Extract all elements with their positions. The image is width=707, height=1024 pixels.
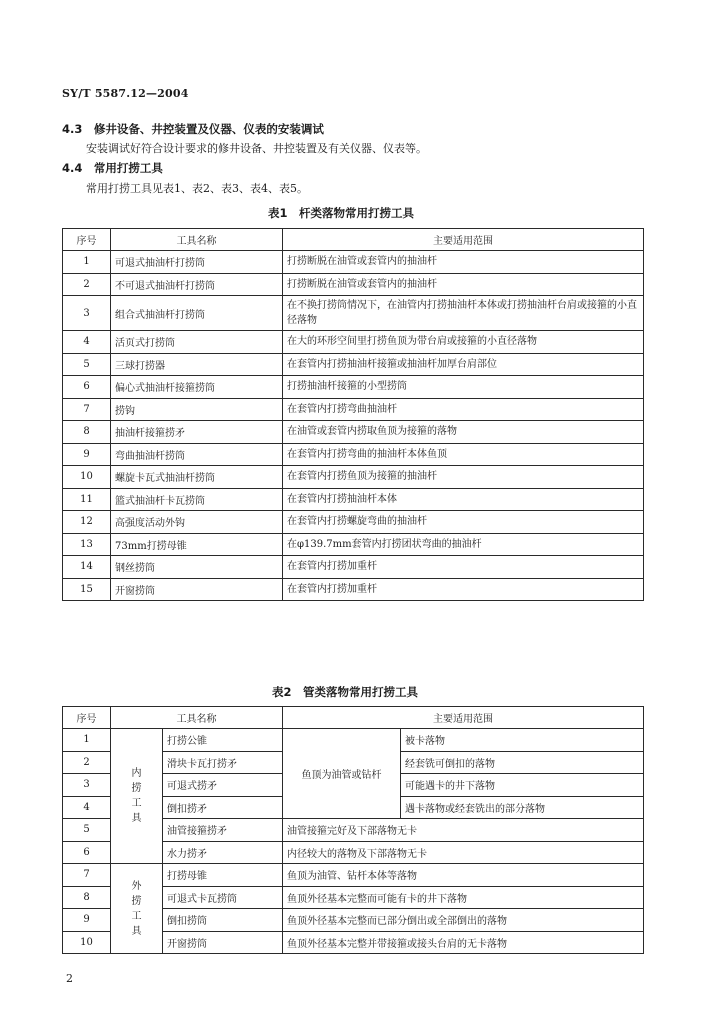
table-row [63,533,644,556]
tool-name: 可退式捞矛 [163,774,283,797]
row-number: 2 [63,751,111,774]
row-number: 13 [63,533,111,556]
table-row [63,556,644,579]
row-number: 4 [63,331,111,354]
table-row [63,398,644,421]
tool-purpose: 在套管内打捞抽油杆本体 [283,488,644,511]
table1 [62,228,644,601]
tool-name: 打捞母锥 [163,864,283,887]
row-number: 4 [63,796,111,819]
tool-name: 打捞公锥 [163,729,283,752]
row-number: 14 [63,556,111,579]
tool-name: 活页式打捞筒 [111,331,283,354]
tool-purpose: 打捞断脱在油管或套管内的抽油杆 [283,273,644,296]
table-row [63,421,644,444]
table-row [63,511,644,534]
table-row [63,331,644,354]
tool-purpose: 可能遇卡的井下落物 [401,774,644,797]
table-row [63,296,644,331]
tool-name: 可退式卡瓦捞筒 [163,886,283,909]
tool-group-inner: 内 捞 工 具 [111,729,163,864]
row-number: 10 [63,931,111,954]
tool-purpose: 在套管内打捞鱼顶为接箍的抽油杆 [283,466,644,489]
tool-name: 组合式抽油杆打捞筒 [111,296,283,331]
tool-name: 抽油杆接箍捞矛 [111,421,283,444]
table-row [63,376,644,399]
header-purpose: 主要适用范围 [283,707,644,729]
row-number: 1 [63,729,111,752]
tool-purpose: 在套管内打捞抽油杆接箍或抽油杆加厚台肩部位 [283,353,644,376]
tool-purpose: 鱼顶外径基本完整并带接箍或接头台肩的无卡落物 [283,931,644,954]
row-number: 10 [63,466,111,489]
tool-name: 水力捞矛 [163,841,283,864]
row-number: 7 [63,398,111,421]
tool-purpose: 在套管内打捞弯曲的抽油杆本体鱼顶 [283,443,644,466]
table1-caption: 表1 杆类落物常用打捞工具 [268,206,415,220]
tool-purpose: 在套管内打捞弯曲抽油杆 [283,398,644,421]
row-number: 5 [63,819,111,842]
tool-name: 偏心式抽油杆接箍捞筒 [111,376,283,399]
tool-purpose: 打捞抽油杆接箍的小型捞筒 [283,376,644,399]
table-row [63,353,644,376]
table-row [63,443,644,466]
tool-name: 弯曲抽油杆捞筒 [111,443,283,466]
table2-header-row [63,707,644,729]
tool-purpose: 在套管内打捞加重杆 [283,578,644,601]
tool-purpose: 在φ139.7mm套管内打捞团状弯曲的抽油杆 [283,533,644,556]
row-number: 12 [63,511,111,534]
tool-purpose: 鱼顶为油管、钻杆本体等落物 [283,864,644,887]
merged-purpose: 鱼顶为油管或钻杆 [283,729,401,819]
page-number: 2 [66,972,73,985]
tool-name: 开窗捞筒 [163,931,283,954]
tool-purpose: 被卡落物 [401,729,644,752]
tool-name: 可退式抽油杆打捞筒 [111,251,283,274]
tool-name: 高强度活动外钩 [111,511,283,534]
row-number: 8 [63,886,111,909]
tool-name: 73mm打捞母锥 [111,533,283,556]
tool-purpose: 在油管或套管内捞取鱼顶为接箍的落物 [283,421,644,444]
table-row [63,466,644,489]
section-4-4-heading: 4.4 常用打捞工具 [62,161,163,175]
table2-caption: 表2 管类落物常用打捞工具 [272,685,419,699]
row-number: 1 [63,251,111,274]
section-4-3-text: 安装调试好符合设计要求的修井设备、井控装置及有关仪器、仪表等。 [86,142,427,155]
header-no: 序号 [63,229,111,251]
table-row [63,273,644,296]
tool-purpose: 遇卡落物或经套铣出的部分落物 [401,796,644,819]
row-number: 5 [63,353,111,376]
tool-name: 倒扣捞筒 [163,909,283,932]
header-purpose: 主要适用范围 [283,229,644,251]
table-row [63,578,644,601]
row-number: 7 [63,864,111,887]
tool-name: 油管接箍捞矛 [163,819,283,842]
tool-name: 钢丝捞筒 [111,556,283,579]
tool-name: 螺旋卡瓦式抽油杆捞筒 [111,466,283,489]
tool-purpose: 鱼顶外径基本完整而可能有卡的井下落物 [283,886,644,909]
row-number: 8 [63,421,111,444]
row-number: 9 [63,443,111,466]
section-4-4-text: 常用打捞工具见表1、表2、表3、表4、表5。 [86,182,308,195]
document-id: SY/T 5587.12—2004 [62,87,189,100]
row-number: 3 [63,296,111,331]
tool-purpose: 在不换打捞筒情况下，在油管内打捞抽油杆本体或打捞抽油杆台肩或接箍的小直径落物 [283,296,644,331]
tool-purpose: 鱼顶外径基本完整而已部分倒出或全部倒出的落物 [283,909,644,932]
tool-name: 开窗捞筒 [111,578,283,601]
tool-purpose: 打捞断脱在油管或套管内的抽油杆 [283,251,644,274]
tool-name: 倒扣捞矛 [163,796,283,819]
tool-name: 三球打捞器 [111,353,283,376]
tool-name: 滑块卡瓦打捞矛 [163,751,283,774]
header-tool: 工具名称 [111,707,283,729]
row-number: 6 [63,841,111,864]
row-number: 3 [63,774,111,797]
tool-name: 不可退式抽油杆打捞筒 [111,273,283,296]
table1-header-row [63,229,644,251]
header-no: 序号 [63,707,111,729]
table-row [63,488,644,511]
row-number: 6 [63,376,111,399]
tool-purpose: 在大的环形空间里打捞鱼顶为带台肩或接箍的小直径落物 [283,331,644,354]
tool-purpose: 在套管内打捞加重杆 [283,556,644,579]
section-4-3-heading: 4.3 修井设备、井控装置及仪器、仪表的安装调试 [62,122,324,136]
table-row [63,729,644,752]
tool-purpose: 在套管内打捞螺旋弯曲的抽油杆 [283,511,644,534]
tool-name: 捞钩 [111,398,283,421]
tool-purpose: 经套铣可倒扣的落物 [401,751,644,774]
header-tool: 工具名称 [111,229,283,251]
row-number: 11 [63,488,111,511]
tool-name: 篮式抽油杆卡瓦捞筒 [111,488,283,511]
table-row [63,864,644,887]
row-number: 9 [63,909,111,932]
table-row [63,251,644,274]
tool-purpose: 内径较大的落物及下部落物无卡 [283,841,644,864]
row-number: 2 [63,273,111,296]
tool-group-outer: 外 捞 工 具 [111,864,163,954]
row-number: 15 [63,578,111,601]
table2 [62,706,644,954]
tool-purpose: 油管接箍完好及下部落物无卡 [283,819,644,842]
